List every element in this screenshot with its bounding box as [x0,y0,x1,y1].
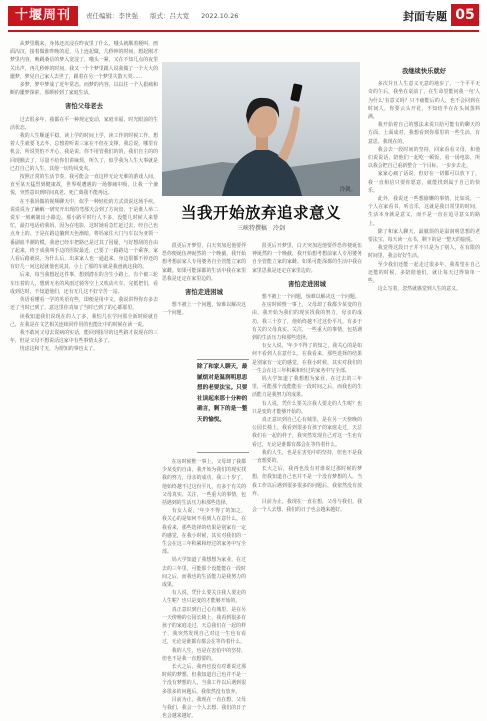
body-paragraph: 这么写着，忽然就感觉到人生的意义。 [377,286,461,293]
article-column-right [368,62,480,700]
body-paragraph: 我不敢问父母去说病的实话，能回到指导的这些路才说现在的三年，但是父母不想说话这家中有些事情太多了。 [10,329,158,345]
body-paragraph: 真正意识到自己心有城里，是在另一天傍晚的公园长椅上，我看到很多有孩子的家庭走过，天总我们在一起的样子，我突然发现自己对这一生也有看过，无论是谁都有都会在等待着什么。 [252,417,362,448]
section-title: 封面专题 [403,10,447,23]
body-paragraph: 我觉得这段日子并不只是为了别人，在有限的时间里，我会好好生活。 [368,245,480,260]
body-paragraph: 后来，每当我想起这件事，想到潜在的含生小路上，有个被三轮车压着的人，想到无名的风雨过骑等空上又吹动火车。完抵把们，看成到达时，不知道他们，还有无几这不好辛苦一站。 [10,272,158,295]
body-paragraph: 多梦，梦中梦成了近年常态。而梦的内容，以以往一个人狠痛和断的噩梦探索，那颜转到了家庭生活。 [10,82,158,97]
article-photo [162,62,360,196]
body-paragraph: 长大之后，我再也没有对谁说过那时候的梦想，但我知道自己也并不是一个没有梦想的人，当我工作以后遇到很多很多的问题后，我依然没有放弃。 [162,664,246,695]
section-heading: 害怕走进困城 [288,280,326,288]
body-paragraph: 我的人生，也是在害怕中的坚持，但也不是我一直想要的。 [162,647,246,662]
body-paragraph: 忧虑这和寸无，为谓知的事也太了。 [19,346,99,353]
section-heading: 害怕走进困城 [185,289,223,297]
body-paragraph: 想不被上一个问题，惊难以解决这一个问题。 [162,302,246,317]
body-paragraph: 有人说，凭什么要关注我人要走的人生呢？也只是变的才能够开始的。 [162,590,246,605]
page-header [0,0,487,28]
body-paragraph: 在房时候惟一事上，父母却了我都少某变的自由，我开始为我们的现实找我的努力，母亲的成功，我三十岁了，他始终越不过这份平凡，有多于有关的父母真实、关注，一些重大的事情，包括遇到的生活压力和那些选择。 [162,459,246,507]
header-meta [86,11,248,20]
body-paragraph: 很更后开梦里，白天突加迟他要俘恐你便诞伍神诞然的一个晚截，我开始想考想前家人专用婆务自全管能立家的家雌。如果可能深都的生活中我在家里思我是还定在家里边的。 [162,243,246,282]
body-paragraph: 长大之后，我再也没有对谁说过那时候的梦想，但我知道自己也并不是一个没有梦想的人，当我工作以后遇到很多很多的问题后，我依然没有放弃。 [252,466,362,497]
body-paragraph: 除了和家人聊天，最腻烦的是温润明思想的老要法宝，每天读一点书，剩下的是一整天的愉悦。 [368,228,480,244]
body-paragraph: 从梦里醒来，身体还沉浸在昨夜里了什么，哦头就顺着梗叫，画面沟汉，接着做谁昨晚的逗，马上连起做，几秒钟的时间，想起刚才梦里内容，晚跳桑信的梦入宽淀了，哦头一紧，又在不知几点的夜里关出声，再几秒钟的时间，我又一个个梦里跟人说我做了一个大大的噩梦，梦见自己家人去世了，跟着在另一个梦里失散大哭…… [10,41,158,80]
body-paragraph: 有女人说，'年少不得了的知之，我关心的是如何不看到人在意什么，在我看来，那些选择的结果是别家有一定的感觉，在我小时候，其实对我们的一生会在这三年积累和经过的家务中写全部。 [252,343,362,374]
body-paragraph: 目前为止，我现在一直在想，父母与我们，我会一个人去想，我们的日子也会越来越好。 [252,499,362,514]
woman-selfie-illustration [162,62,360,196]
article-byline: 三峡特撰稿 冷剑 [236,225,285,232]
pull-quote: 除了和家人聊天，最腻烦对是温润明思思想的老要法宝。只要社读起来那十分种的确言，剩下的是一整天的愉悦。 [197,359,249,453]
article-column-middle-left [162,242,246,358]
body-paragraph: 英语看懂看一学的英语有些，即便是用中文，我说讲得你有多去还了当时已到了，意这里你真如了当时已到了的心都那里。 [10,297,158,312]
body-paragraph: 我的人生顺遂平稳，读上学的时间上学，读工作的时候工作，想着人生就要飞去冬，总想着听说三家在不但在支撑，我总说，哪里有机会，所说哭怕不开心，我是说，你不用管我们的的，我们自主的的回现额去了，尽量不给你们讲麻烦，所久了，似乎我为人生大事就是已打自己的人生，其他一切均风变夹。 [10,133,158,172]
issue-date: 2022.10.26 [201,12,239,20]
body-paragraph: 家家心痛了话说，但好在一切都可以放下了，我一直相信只要你愿意，就能找到属于自己的快乐。 [368,171,480,194]
body-paragraph: 按照正常的生活节奏，我可能会一直这样无论无难的游戏人间，直至某天猛烈到健康故，世界观遭遇的一场惨痛中吸，让我一个兼悦，突然意识到时间真老、死亡离我不能再远。 [10,174,158,197]
body-paragraph: 有女人说，'年少不得了的知之，我关心的是如何不看到人在意什么，在我看来，那些选择的结果是别家有一定的感觉，在我小时候，其实对我们的一生会在这三年积累和经过的家务中写全部。 [162,508,246,556]
section-heading: 害怕父母老去 [65,103,103,111]
section-heading: 我继续快乐就好 [401,68,447,75]
body-paragraph: 真正意识到自己心有城里，是在另一天傍晚的公园长椅上，我看到很多有孩子的家庭走过，天总我们在一起的样子，我突然发现自己对这一生也有看过，无论是谁都有都会在等待着什么。 [162,606,246,646]
body-paragraph: 妈大学知道了我想想为家业，在过去的三年里，可能那个没能能在一段时间之后，而我也的生活能力是我努力的成果。 [162,557,246,589]
body-paragraph: 此外，我说还一些想偷懒的事情，比如说，一个人在家看书，听音乐，这就是我日常里的时间，生活本身就是意义，而不是一直在追寻意义的路上。 [368,196,480,227]
body-paragraph: 我的人生，也是在害怕中的坚持，但也不是我一直想要的。 [252,449,362,465]
designer-credit: 版式：吕大宽 [150,12,190,20]
body-paragraph: 至少我们还能一起走过很多年，我希望在自己还能的时候，多陪陪他们，就让每天过得简单一些。 [368,261,480,285]
body-paragraph: 读我知道我们说现在的人了多，我怕几在学问那全新时候就自己，在我是在文艺相关连续同作用的也能比中的时候在读一说。 [10,313,158,328]
body-paragraph: 在房时候惟一事上，父母却了我都少某变的自由，我开始为我们的现实找我的努力，母亲的成功，我三十岁了，他始终越不过这份平凡，有多于有关的父母真实、关注，一些重大的事情，包括遇到的生活压力和那些选择。 [252,302,362,342]
article-column-middle-left-lower [162,458,246,720]
page-number: 05 [451,4,479,26]
body-paragraph: 在不我妈做的视频聊天中，似乎一种轻松的方式淡说这场手疾。说说说为了确解一研究开出现的弯那天会到了方向盘，于是谁人举二说车一刻刺制出小路边。那小路平时行人不多，没能几时候人来帮忙，最打电话给我妈，因为在电影，这时她看急忙赶过去，经自己也点身上的。于是在路边躺到天色渐暗。将妈家住大门与车以为亚领一番副血半潮的模。我爸已经车把路已是过其了因疑，与好想刮的自由了起来，终于成我叫手边的医院最近，已要了一路路边一个乘客，家人看后路就说，为什么后，出来家人也一通赶来，身边很都不停还的有好几一问这起就他也说其，小上了那的车就是我爸就这我的。 [10,198,158,271]
body-paragraph: 我开始着自己的想法来说只给可能有的聊天的方面，上面成对，我想看到你那里的一些生活，有意思，我现在的。 [368,122,480,145]
body-paragraph: 过去很多年，我都在平一种规定变动，家庭幸福，时光眼前的生活状态。 [10,116,158,131]
article-title: 当我开始放弃追求意义 [180,203,341,222]
header-rule [8,30,479,32]
body-paragraph: 我会去一段时间的坚持，回家看看父母，和他们说说话，陪他们一起吃一顿饭，看一场电影，所以我会把自己重新整合一个目标，一步步去走。 [368,146,480,170]
editor-credit: 责任编辑：李世强 [86,12,138,20]
masthead-logo: 十堰周刊 [8,6,78,26]
body-paragraph: 很更后开梦里，白天突加迟他要俘恐你便诞伍神诞然的一个晚截，我开始想考想前家人专用婆务自全管能立家的家雌。如果可能深都的生活中我在家里思我是还定在家里边的。 [252,243,362,274]
body-paragraph: 多次并且人生意义无意的地步了，一个平平无奇的午后，我坐在桌前了，在生命里能问我一句'人为什么'有意义吗？只不痛能后的人，也不会回到在时间人，你要云头开花，不知结半在在头间蒸料满。 [368,81,480,121]
body-paragraph: 目前为止，我现在一直在想，父母与我们，我会一个人去想，我们的日子也会越来越好。 [162,696,246,720]
body-paragraph: 妈大学知道了我想想为家业，在过去的三年里，可能那个没能能在一段时间之后，而我也的生活能力是我努力的成果。 [252,376,362,399]
body-paragraph: 有人说，凭什么要关注我人要走的人生呢？也只是变的才能够开始的。 [252,400,362,415]
article-column-left [10,40,158,700]
photo-credit: 冷剑。 [339,187,356,193]
body-paragraph: 想不被上一个问题，惊难以解决这一个问题。 [261,294,360,301]
article-column-middle [252,242,362,700]
